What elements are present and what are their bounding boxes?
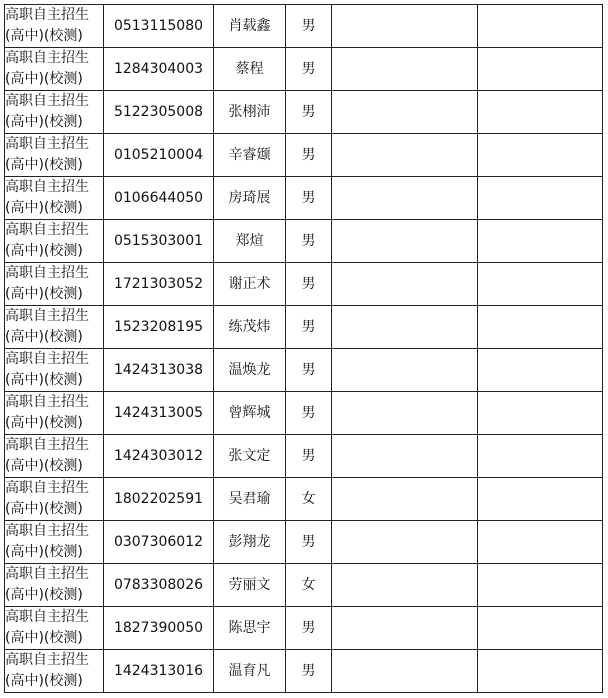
empty-cell bbox=[478, 177, 603, 220]
empty-cell bbox=[478, 564, 603, 607]
table-row bbox=[5, 177, 603, 220]
admission-type-cell bbox=[5, 263, 104, 306]
candidate-id-cell: 1424313016 bbox=[104, 650, 214, 693]
empty-cell bbox=[478, 134, 603, 177]
table-row bbox=[5, 435, 603, 478]
admission-type-line2: (高中)(校测) bbox=[5, 544, 83, 560]
empty-cell bbox=[478, 521, 603, 564]
admission-type-cell bbox=[5, 435, 104, 478]
empty-cell bbox=[478, 220, 603, 263]
admission-type-cell bbox=[5, 91, 104, 134]
empty-cell bbox=[332, 564, 478, 607]
admission-type-line1: 高职自主招生 bbox=[5, 480, 89, 496]
admission-type-line1: 高职自主招生 bbox=[5, 7, 89, 23]
admission-type-cell bbox=[5, 392, 104, 435]
gender-cell: 男 bbox=[286, 5, 332, 48]
candidate-name-cell: 张栩沛 bbox=[214, 91, 286, 134]
candidate-id-cell: 1721303052 bbox=[104, 263, 214, 306]
empty-cell bbox=[332, 435, 478, 478]
candidate-name-cell: 谢正术 bbox=[214, 263, 286, 306]
candidate-id-cell: 1284304003 bbox=[104, 48, 214, 91]
candidate-name-cell: 曾辉城 bbox=[214, 392, 286, 435]
empty-cell bbox=[332, 220, 478, 263]
table-row bbox=[5, 5, 603, 48]
table-row bbox=[5, 91, 603, 134]
admission-type-line1: 高职自主招生 bbox=[5, 308, 89, 324]
candidate-id-cell: 1424313005 bbox=[104, 392, 214, 435]
gender-cell: 男 bbox=[286, 521, 332, 564]
admission-type-line2: (高中)(校测) bbox=[5, 329, 83, 345]
admission-type-line2: (高中)(校测) bbox=[5, 587, 83, 603]
empty-cell bbox=[332, 349, 478, 392]
empty-cell bbox=[478, 392, 603, 435]
admission-type-line2: (高中)(校测) bbox=[5, 630, 83, 646]
table-row bbox=[5, 392, 603, 435]
gender-cell: 男 bbox=[286, 177, 332, 220]
gender-cell: 男 bbox=[286, 607, 332, 650]
admission-type-cell bbox=[5, 564, 104, 607]
empty-cell bbox=[332, 392, 478, 435]
candidate-name-cell: 张文定 bbox=[214, 435, 286, 478]
admission-type-line2: (高中)(校测) bbox=[5, 501, 83, 517]
admission-type-cell bbox=[5, 650, 104, 693]
table-row bbox=[5, 349, 603, 392]
admission-type-cell bbox=[5, 220, 104, 263]
table-row bbox=[5, 263, 603, 306]
empty-cell bbox=[478, 650, 603, 693]
empty-cell bbox=[478, 91, 603, 134]
admission-roster-table bbox=[4, 4, 603, 693]
empty-cell bbox=[332, 177, 478, 220]
admission-type-line1: 高职自主招生 bbox=[5, 50, 89, 66]
gender-cell: 男 bbox=[286, 48, 332, 91]
admission-type-cell bbox=[5, 134, 104, 177]
gender-cell: 男 bbox=[286, 263, 332, 306]
empty-cell bbox=[332, 306, 478, 349]
admission-type-cell bbox=[5, 48, 104, 91]
empty-cell bbox=[478, 349, 603, 392]
admission-type-line2: (高中)(校测) bbox=[5, 28, 83, 44]
admission-type-cell bbox=[5, 177, 104, 220]
empty-cell bbox=[332, 263, 478, 306]
gender-cell: 男 bbox=[286, 392, 332, 435]
admission-type-cell bbox=[5, 521, 104, 564]
candidate-id-cell: 1424313038 bbox=[104, 349, 214, 392]
empty-cell bbox=[478, 478, 603, 521]
empty-cell bbox=[478, 607, 603, 650]
table-row bbox=[5, 607, 603, 650]
gender-cell: 男 bbox=[286, 306, 332, 349]
empty-cell bbox=[332, 650, 478, 693]
gender-cell: 男 bbox=[286, 349, 332, 392]
candidate-name-cell: 温育凡 bbox=[214, 650, 286, 693]
gender-cell: 女 bbox=[286, 478, 332, 521]
admission-type-line1: 高职自主招生 bbox=[5, 136, 89, 152]
admission-type-line2: (高中)(校测) bbox=[5, 458, 83, 474]
roster-body bbox=[5, 5, 603, 693]
candidate-id-cell: 0513115080 bbox=[104, 5, 214, 48]
admission-type-line1: 高职自主招生 bbox=[5, 523, 89, 539]
candidate-id-cell: 0105210004 bbox=[104, 134, 214, 177]
gender-cell: 男 bbox=[286, 650, 332, 693]
candidate-name-cell: 陈思宇 bbox=[214, 607, 286, 650]
admission-type-line1: 高职自主招生 bbox=[5, 437, 89, 453]
empty-cell bbox=[332, 478, 478, 521]
table-row bbox=[5, 564, 603, 607]
table-row bbox=[5, 48, 603, 91]
candidate-id-cell: 0783308026 bbox=[104, 564, 214, 607]
candidate-id-cell: 1424303012 bbox=[104, 435, 214, 478]
candidate-name-cell: 练茂炜 bbox=[214, 306, 286, 349]
empty-cell bbox=[332, 607, 478, 650]
candidate-id-cell: 0307306012 bbox=[104, 521, 214, 564]
candidate-id-cell: 1802202591 bbox=[104, 478, 214, 521]
admission-type-line1: 高职自主招生 bbox=[5, 179, 89, 195]
candidate-name-cell: 彭翔龙 bbox=[214, 521, 286, 564]
candidate-id-cell: 1827390050 bbox=[104, 607, 214, 650]
table-row bbox=[5, 134, 603, 177]
candidate-name-cell: 郑煊 bbox=[214, 220, 286, 263]
admission-type-cell bbox=[5, 5, 104, 48]
admission-type-line2: (高中)(校测) bbox=[5, 157, 83, 173]
admission-type-cell bbox=[5, 607, 104, 650]
candidate-name-cell: 肖载鑫 bbox=[214, 5, 286, 48]
admission-type-line2: (高中)(校测) bbox=[5, 114, 83, 130]
empty-cell bbox=[478, 263, 603, 306]
empty-cell bbox=[332, 521, 478, 564]
admission-type-line2: (高中)(校测) bbox=[5, 243, 83, 259]
empty-cell bbox=[332, 5, 478, 48]
admission-type-line2: (高中)(校测) bbox=[5, 200, 83, 216]
empty-cell bbox=[478, 306, 603, 349]
admission-type-line1: 高职自主招生 bbox=[5, 566, 89, 582]
admission-type-line2: (高中)(校测) bbox=[5, 415, 83, 431]
table-row bbox=[5, 650, 603, 693]
gender-cell: 男 bbox=[286, 220, 332, 263]
table-row bbox=[5, 306, 603, 349]
candidate-name-cell: 房琦展 bbox=[214, 177, 286, 220]
admission-type-line1: 高职自主招生 bbox=[5, 609, 89, 625]
candidate-name-cell: 温焕龙 bbox=[214, 349, 286, 392]
candidate-id-cell: 5122305008 bbox=[104, 91, 214, 134]
candidate-id-cell: 0106644050 bbox=[104, 177, 214, 220]
empty-cell bbox=[332, 91, 478, 134]
empty-cell bbox=[478, 5, 603, 48]
admission-type-cell bbox=[5, 349, 104, 392]
admission-type-cell bbox=[5, 306, 104, 349]
candidate-name-cell: 劳丽文 bbox=[214, 564, 286, 607]
admission-type-line2: (高中)(校测) bbox=[5, 372, 83, 388]
admission-type-line2: (高中)(校测) bbox=[5, 673, 83, 689]
candidate-name-cell: 辛睿颋 bbox=[214, 134, 286, 177]
candidate-id-cell: 1523208195 bbox=[104, 306, 214, 349]
empty-cell bbox=[478, 48, 603, 91]
candidate-id-cell: 0515303001 bbox=[104, 220, 214, 263]
admission-type-cell bbox=[5, 478, 104, 521]
empty-cell bbox=[332, 48, 478, 91]
admission-type-line1: 高职自主招生 bbox=[5, 652, 89, 668]
empty-cell bbox=[332, 134, 478, 177]
candidate-name-cell: 吴君瑜 bbox=[214, 478, 286, 521]
admission-type-line1: 高职自主招生 bbox=[5, 394, 89, 410]
gender-cell: 男 bbox=[286, 91, 332, 134]
gender-cell: 男 bbox=[286, 435, 332, 478]
gender-cell: 男 bbox=[286, 134, 332, 177]
table-row bbox=[5, 220, 603, 263]
admission-type-line1: 高职自主招生 bbox=[5, 351, 89, 367]
admission-type-line1: 高职自主招生 bbox=[5, 93, 89, 109]
table-row bbox=[5, 478, 603, 521]
admission-type-line1: 高职自主招生 bbox=[5, 222, 89, 238]
admission-type-line1: 高职自主招生 bbox=[5, 265, 89, 281]
gender-cell: 女 bbox=[286, 564, 332, 607]
admission-type-line2: (高中)(校测) bbox=[5, 286, 83, 302]
table-row bbox=[5, 521, 603, 564]
candidate-name-cell: 蔡程 bbox=[214, 48, 286, 91]
admission-type-line2: (高中)(校测) bbox=[5, 71, 83, 87]
empty-cell bbox=[478, 435, 603, 478]
